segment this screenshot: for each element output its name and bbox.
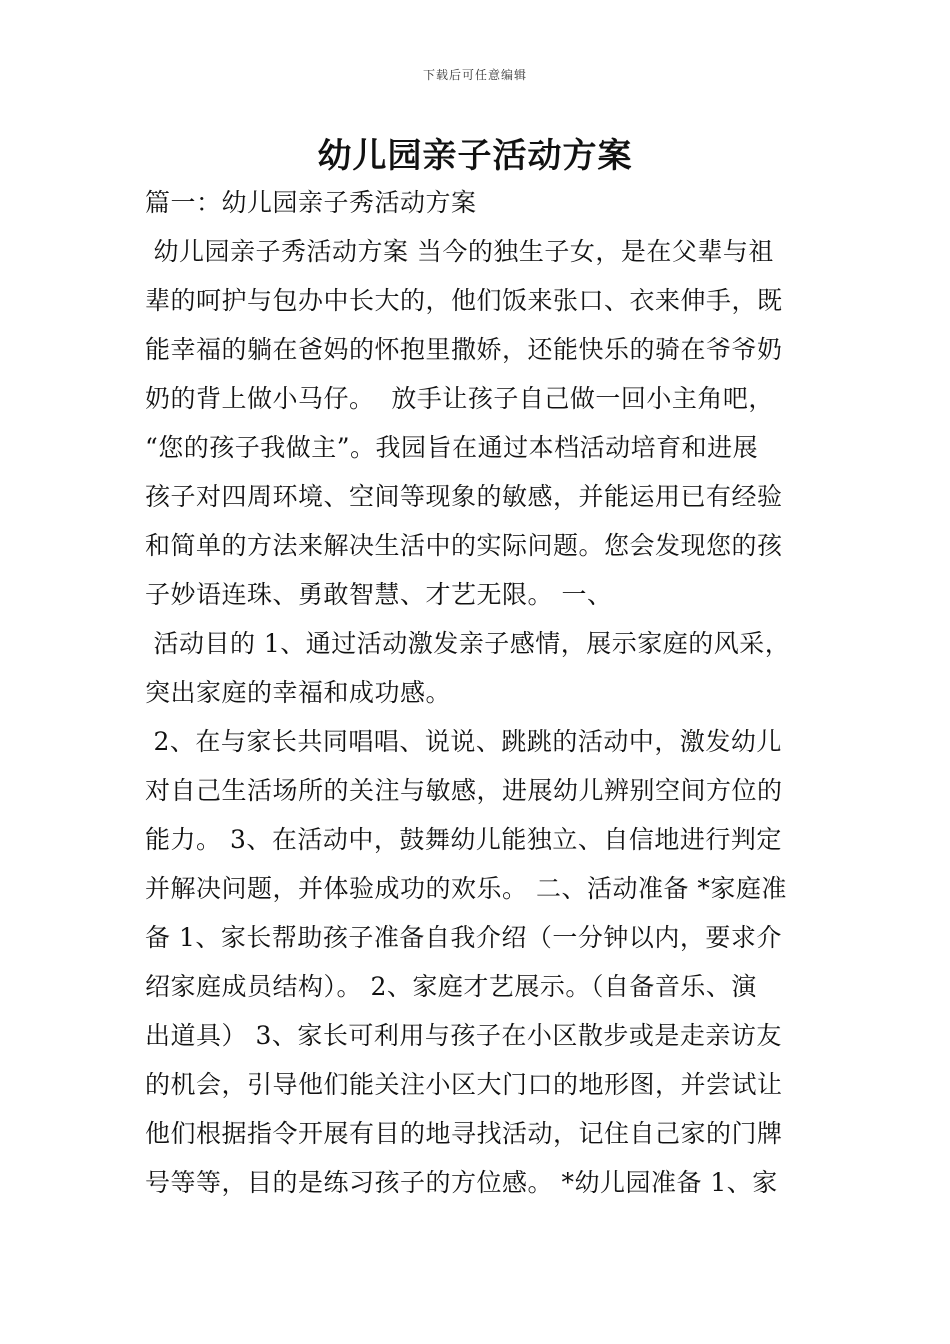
body-text-line: 能力。 3、在活动中，鼓舞幼儿能独立、自信地进行判定 (145, 825, 782, 854)
body-text-line: 活动目的 1、通过活动激发亲子感情，展示家庭的风采， (145, 629, 791, 658)
document-title: 幼儿园亲子活动方案 (317, 136, 633, 176)
header-note: 下载后可任意编辑 (422, 68, 527, 82)
body-text-line: 备 1、家长帮助孩子准备自我介绍（一分钟以内，要求介 (145, 923, 782, 952)
body-text-line: 号等等，目的是练习孩子的方位感。 *幼儿园准备 1、家 (145, 1168, 778, 1197)
body-text-line: 出道具） 3、家长可利用与孩子在小区散步或是走亲访友 (145, 1021, 782, 1050)
body-text-line: 子妙语连珠、勇敢智慧、才艺无限。 一、 (145, 580, 613, 609)
section-heading: 篇一：幼儿园亲子秀活动方案 (145, 188, 477, 217)
body-text-line: 并解决问题，并体验成功的欢乐。 二、活动准备 *家庭准 (145, 874, 787, 903)
body-text-line: 能幸福的躺在爸妈的怀抱里撒娇，还能快乐的骑在爷爷奶 (145, 335, 783, 364)
body-text-line: 绍家庭成员结构）。 2、家庭才艺展示。（自备音乐、演 (145, 972, 757, 1001)
body-text-line: 对自己生活场所的关注与敏感，进展幼儿辨别空间方位的 (145, 776, 783, 805)
document-body (145, 178, 810, 1207)
body-text-line: 辈的呵护与包办中长大的，他们饭来张口、衣来伸手，既 (145, 286, 783, 315)
body-text-line: 他们根据指令开展有目的地寻找活动，记住自己家的门牌 (145, 1119, 783, 1148)
body-text-line: 幼儿园亲子秀活动方案 当今的独生子女，是在父辈与祖 (145, 237, 774, 266)
body-text-line: “您的孩子我做主”。我园旨在通过本档活动培育和进展 (145, 433, 759, 462)
body-text-line: 奶的背上做小马仔。 放手让孩子自己做一回小主角吧， (145, 384, 774, 413)
body-text-line: 孩子对四周环境、空间等现象的敏感，并能运用已有经验 (145, 482, 783, 511)
body-text-line: 突出家庭的幸福和成功感。 (145, 678, 452, 707)
body-text-line: 和简单的方法来解决生活中的实际问题。您会发现您的孩 (145, 531, 783, 560)
body-text-line: 的机会，引导他们能关注小区大门口的地形图，并尝试让 (145, 1070, 783, 1099)
body-text-line: 2、在与家长共同唱唱、说说、跳跳的活动中，激发幼儿 (145, 727, 782, 756)
